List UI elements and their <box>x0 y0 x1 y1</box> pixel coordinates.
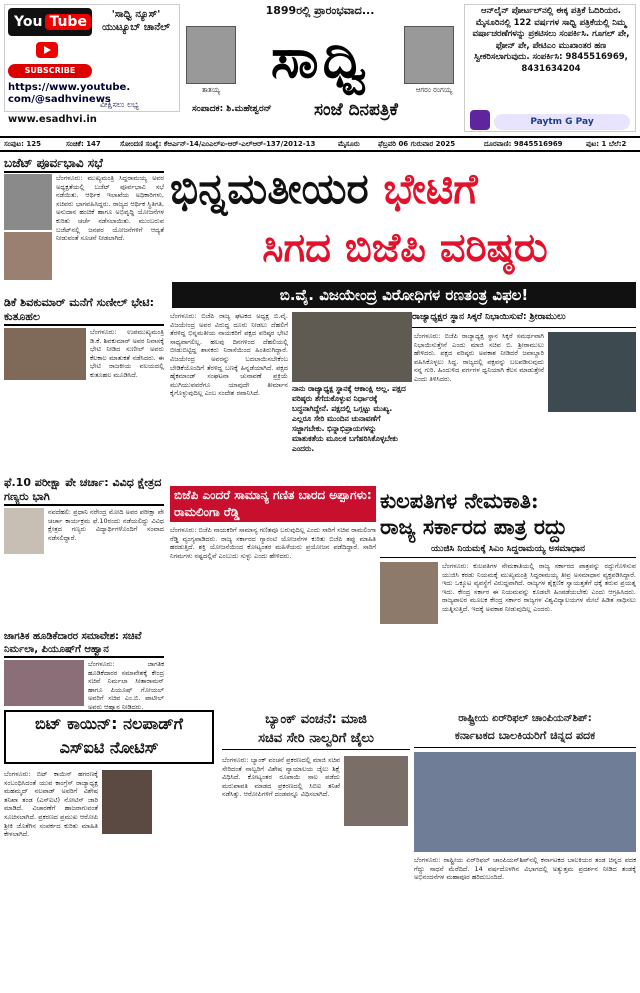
youtube-play-icon <box>36 40 58 60</box>
bitcoin-body: ಬೆಂಗಳೂರು: ಬಿಟ್ ಕಾಯಿನ್ ಹಗರಣಕ್ಕೆ ಸಂಬಂಧಿಸಿದಂತೆ ಯುವ ಕಾಂಗ್ರೆಸ್ ರಾಜ್ಯಾಧ್ಯಕ್ಷ ಮಹಮ್ಮದ್ ನಲಪಾಡ್ ಅವರಿಗೆ ವಿಶೇಷ ತನಿಖಾ ತಂಡ (ಎಸ್ಐಟಿ) ನೋಟಿಸ್ ಜಾರಿ ಮಾಡಿದೆ. ವಿಚಾರಣೆಗೆ ಹಾಜರಾಗುವಂತೆ ಸೂಚಿಸಲಾಗಿದೆ. ಪ್ರಕರಣದ ಪ್ರಮುಖ ಆರೋಪಿ ಶ್ರೀಕಿ ಜೊತೆಗಿನ ಸಂಪರ್ಕದ ಕುರಿತು ಮಾಹಿತಿ ಕೇಳಲಾಗಿದೆ. <box>4 770 98 839</box>
sriramulu-headline: ರಾಜ್ಯಾಧ್ಯಕ್ಷರ ಸ್ಥಾನ ಸಿಕ್ಕರೆ ನಿಭಾಯಿಸುವೆ: ಶ್ರೀರಾಮುಲು <box>412 312 636 328</box>
subscribe-button[interactable]: SUBSCRIBE <box>8 64 92 78</box>
page-price: ಪುಟ: 1 ಬೆಲೆ:2 <box>586 140 627 148</box>
lead-headline-black: ಭಿನ್ನಮತೀಯರ <box>170 164 369 213</box>
bank-fraud-headline-1: ಬ್ಯಾಂಕ್ ವಂಚನೆ: ಮಾಜಿ <box>265 712 367 727</box>
sriramulu-photo <box>548 332 636 412</box>
ramalinga-body: ಬೆಂಗಳೂರು: ಬಿಜೆಪಿ ನಾಯಕರಿಗೆ ಸಾಮಾನ್ಯ ಗಣಿತವೂ ಬರುವುದಿಲ್ಲ ಎಂದು ಸಾರಿಗೆ ಸಚಿವ ರಾಮಲಿಂಗಾ ರೆಡ್ಡಿ ವ್ಯಂಗ್ಯವಾಡಿದರು. ರಾಜ್ಯ ಸರ್ಕಾರದ ಗ್ಯಾರಂಟಿ ಯೋಜನೆಗಳ ಕುರಿತು ಬಿಜೆಪಿ ತಪ್ಪು ಮಾಹಿತಿ ಹರಡುತ್ತಿದೆ. ಶಕ್ತಿ ಯೋಜನೆಯಿಂದ ಕೋಟ್ಯಂತರ ಮಹಿಳೆಯರು ಪ್ರಯೋಜನ ಪಡೆದಿದ್ದಾರೆ. ಸಾರಿಗೆ ನಿಗಮಗಳು ನಷ್ಟದಲ್ಲಿವೆ ಎಂಬುದು ಸುಳ್ಳು ಎಂದು ಹೇಳಿದರು. <box>170 526 376 560</box>
issue-info-bar <box>0 136 640 152</box>
lead-banner: ಬಿ.ವೈ. ವಿಜಯೇಂದ್ರ ವಿರೋಧಿಗಳ ರಣತಂತ್ರ ವಿಫಲ! <box>172 282 636 308</box>
bitcoin-headline-2: ಎಸ್ಐಟಿ ನೋಟಿಸ್ <box>59 738 159 757</box>
lead-headline-line2: ಸಿಗದ ಬಿಜೆಪಿ ವರಿಷ್ಠರು <box>262 224 548 271</box>
registration-number: ಸೋಂದಣಿ ಸಂಖ್ಯೆ: ಕೆಆರ್ಎನ್-14/ಎಂಎಲ್‌ಐ-ಆರ್-ಎಲ್‌ಆರ್-137/2012-13 <box>120 140 316 148</box>
edition-label: ಸಂಜೆ ದಿನಪತ್ರಿಕೆ <box>314 100 398 120</box>
investor-summit-photo <box>4 660 84 706</box>
kulapathi-headline-2: ರಾಜ್ಯ ಸರ್ಕಾರದ ಪಾತ್ರ ರದ್ದು <box>380 514 568 539</box>
left-portrait-caption: ತಾತಯ್ಯ <box>201 86 221 94</box>
investor-summit-body: ಬೆಂಗಳೂರು: ಜಾಗತಿಕ ಹೂಡಿಕೆದಾರರ ಸಮಾವೇಶಕ್ಕೆ ಕೇಂದ್ರ ಸಚಿವೆ ನಿರ್ಮಲಾ ಸೀತಾರಾಮನ್ ಹಾಗೂ ಪಿಯೂಷ್ ಗೋಯಲ್ ಅವರಿಗೆ ಸಚಿವ ಎಂ.ಬಿ. ಪಾಟೀಲ್ ಅವರು ಆಹ್ವಾನ ನೀಡಿದರು. <box>88 660 164 711</box>
cm-siddaramaiah-photo <box>380 562 438 624</box>
airrifle-headline <box>414 710 636 748</box>
bank-fraud-headline-2: ಸಚಿವ ಸೇರಿ ನಾಲ್ವರಿಗೆ ಜೈಲು <box>258 731 374 746</box>
budget-meeting-headline: ಬಜೆಟ್ ಪೂರ್ವಭಾವಿ ಸಭೆ <box>4 156 164 173</box>
issue-date: ಫೆಬ್ರವರಿ 06 ಗುರುವಾರ 2025 <box>378 140 456 148</box>
sriramulu-body: ಬೆಂಗಳೂರು: ಬಿಜೆಪಿ ರಾಜ್ಯಾಧ್ಯಕ್ಷ ಸ್ಥಾನ ಸಿಕ್ಕರೆ ಸಮರ್ಥವಾಗಿ ನಿಭಾಯಿಸುತ್ತೇನೆ ಎಂದು ಮಾಜಿ ಸಚಿವ ಬಿ. ಶ್ರೀರಾಮುಲು ಹೇಳಿದರು. ಪಕ್ಷದ ವರಿಷ್ಠರು ಅವಕಾಶ ನೀಡಿದರೆ ಜವಾಬ್ದಾರಿ ವಹಿಸಿಕೊಳ್ಳಲು ಸಿದ್ಧ. ರಾಜ್ಯದಲ್ಲಿ ಪಕ್ಷವನ್ನು ಬಲಪಡಿಸುವುದು ನನ್ನ ಗುರಿ. ಹಿಂದುಳಿದ ವರ್ಗಗಳ ಧ್ವನಿಯಾಗಿ ಕೆಲಸ ಮಾಡುತ್ತೇನೆ ಎಂದು ತಿಳಿಸಿದರು. <box>414 332 544 383</box>
payment-promo-text: ಆನ್‌ಲೈನ್ ಪೋರ್ಟಲ್‌ನಲ್ಲಿ ಈಕ್ಕ ಪತ್ರಿಕೆ ಓದಿರಿಯರ. ಮೈಸೂರಿನಲ್ಲಿ 122 ವರ್ಷಗಳ ಸಾಧ್ವಿ ಪತ್ರಿಕೆಯಲ್ಲಿ ನಿಮ್ಮ ವರ್ಷಾಚರಣೆಗಳನ್ನು ಪ್ರಕಟಿಸಲು ಸಂಪರ್ಕಿಸಿ. ಗೂಗಲ್ ಪೇ, ಫೋನ್ ಪೇ, ಪೇಟಿಎಂ ಮುಖಾಂತರ ಹಣ ಸ್ವೀಕರಿಸಲಾಗುವುದು. ಸಂಪರ್ಕಿಸಿ: 9845516969, 8431634204 <box>472 6 630 74</box>
founder-portrait-right <box>404 26 454 84</box>
phone-number: ದೂರವಾಣಿ: 9845516969 <box>484 140 563 148</box>
youtube-note: ವೀಕ್ಷಿಸಲು ಲಭ್ಯ <box>100 100 139 109</box>
right-portrait-caption: ಆಗರಂ ರಂಗಯ್ಯ <box>415 86 453 94</box>
city: ಮೈಸೂರು <box>338 140 360 148</box>
airrifle-team-photo <box>414 752 636 852</box>
lead-body: ಬೆಂಗಳೂರು: ಬಿಜೆಪಿ ರಾಜ್ಯ ಘಟಕದ ಅಧ್ಯಕ್ಷ ಬಿ.ವೈ. ವಿಜಯೇಂದ್ರ ಅವರ ವಿರುದ್ಧ ದೂರು ನೀಡಲು ದೆಹಲಿಗೆ ತೆರಳಿದ್ದ ಭಿನ್ನಮತೀಯ ನಾಯಕರಿಗೆ ಪಕ್ಷದ ವರಿಷ್ಠರ ಭೇಟಿ ಸಾಧ್ಯವಾಗಲಿಲ್ಲ. ಹಲವು ದಿನಗಳಿಂದ ದೆಹಲಿಯಲ್ಲಿ ಬೀಡುಬಿಟ್ಟಿದ್ದ ಶಾಸಕರು ನಿರಾಸೆಯಿಂದ ಹಿಂತಿರುಗಿದ್ದಾರೆ. ವಿಜಯೇಂದ್ರ ಅವರನ್ನು ಬದಲಾಯಿಸಬೇಕೆಂಬ ಬೇಡಿಕೆಯೊಂದಿಗೆ ತೆರಳಿದ್ದ ಬಣಕ್ಕೆ ಹಿನ್ನಡೆಯಾಗಿದೆ. ಪಕ್ಷದ ಹೈಕಮಾಂಡ್ ಸಂಘಟನಾ ಚುನಾವಣೆ ಪ್ರಕ್ರಿಯೆ ಮುಗಿಯುವವರೆಗೂ ಯಾವುದೇ ತೀರ್ಮಾನ ಕೈಗೊಳ್ಳುವುದಿಲ್ಲ ಎಂಬ ಸಂದೇಶ ರವಾನಿಸಿದೆ. <box>170 312 288 398</box>
phonepe-icon <box>470 110 490 130</box>
dk-visit-headline: ಡಿಕೆ ಶಿವಕುಮಾರ್ ಮನೆಗೆ ಸುಣೀಲ್ ಭೇಟಿ: ಕುತೂಹಲ <box>4 296 164 326</box>
lead-headline-line1 <box>170 158 640 220</box>
bank-fraud-body: ಬೆಂಗಳೂರು: ಬ್ಯಾಂಕ್ ವಂಚನೆ ಪ್ರಕರಣದಲ್ಲಿ ಮಾಜಿ ಸಚಿವ ಸೇರಿದಂತೆ ನಾಲ್ವರಿಗೆ ವಿಶೇಷ ನ್ಯಾಯಾಲಯ ಜೈಲು ಶಿಕ್ಷೆ ವಿಧಿಸಿದೆ. ಕೋಟ್ಯಂತರ ರೂಪಾಯಿ ಸಾಲ ಪಡೆದು ಮರುಪಾವತಿ ಮಾಡದ ಪ್ರಕರಣದಲ್ಲಿ ಸಿಬಿಐ ತನಿಖೆ ನಡೆಸಿತ್ತು. ಆರೋಪಿಗಳಿಗೆ ದಂಡವನ್ನೂ ವಿಧಿಸಲಾಗಿದೆ. <box>222 756 340 799</box>
website-url[interactable]: www.esadhvi.in <box>8 114 97 125</box>
airrifle-headline-2: ಕರ್ನಾಟಕದ ಬಾಲಕಿಯರಿಗೆ ಚಿನ್ನದ ಪದಕ <box>454 729 596 742</box>
cm-photo <box>4 232 52 280</box>
lead-photo-leader <box>292 312 412 382</box>
founder-portrait-left <box>186 26 236 84</box>
lead-quote: ನಾನು ರಾಜ್ಯಾಧ್ಯಕ್ಷ ಸ್ಥಾನಕ್ಕೆ ಆಕಾಂಕ್ಷಿ ಅಲ್ಲ. ಪಕ್ಷದ ವರಿಷ್ಠರು ತೆಗೆದುಕೊಳ್ಳುವ ನಿರ್ಧಾರಕ್ಕೆ ಬದ್ಧನಾಗಿದ್ದೇನೆ. ಪಕ್ಷದಲ್ಲಿ ಒಗ್ಗಟ್ಟು ಮುಖ್ಯ. ಎಲ್ಲರೂ ಸೇರಿ ಮುಂದಿನ ಚುನಾವಣೆಗೆ ಸಜ್ಜಾಗಬೇಕು. ಭಿನ್ನಾಭಿಪ್ರಾಯಗಳನ್ನು ಮಾತುಕತೆಯ ಮೂಲಕ ಬಗೆಹರಿಸಿಕೊಳ್ಳಬೇಕು ಎಂದರು. <box>292 384 406 453</box>
dk-visit-body: ಬೆಂಗಳೂರು: ಉಪಮುಖ್ಯಮಂತ್ರಿ ಡಿ.ಕೆ. ಶಿವಕುಮಾರ್ ಅವರ ನಿವಾಸಕ್ಕೆ ಭೇಟಿ ನೀಡಿದ ಸುಣೀಲ್ ಅವರು ಕೆಲಕಾಲ ಮಾತುಕತೆ ನಡೆಸಿದರು. ಈ ಭೇಟಿ ರಾಜಕೀಯ ವಲಯದಲ್ಲಿ ಕುತೂಹಲ ಮೂಡಿಸಿದೆ. <box>90 328 164 379</box>
kulapathi-body: ಬೆಂಗಳೂರು: ಕುಲಪತಿಗಳ ನೇಮಕಾತಿಯಲ್ಲಿ ರಾಜ್ಯ ಸರ್ಕಾರದ ಪಾತ್ರವನ್ನು ರದ್ದುಗೊಳಿಸುವ ಯುಜಿಸಿ ಕರಡು ನಿಯಮಕ್ಕೆ ಮುಖ್ಯಮಂತ್ರಿ ಸಿದ್ದರಾಮಯ್ಯ ತೀವ್ರ ಅಸಮಾಧಾನ ವ್ಯಕ್ತಪಡಿಸಿದ್ದಾರೆ. ಇದು ಒಕ್ಕೂಟ ವ್ಯವಸ್ಥೆಗೆ ವಿರುದ್ಧವಾಗಿದೆ. ರಾಜ್ಯಗಳ ಶೈಕ್ಷಣಿಕ ಸ್ವಾಯತ್ತತೆಗೆ ಧಕ್ಕೆ ತರುವ ಪ್ರಯತ್ನ ಇದು. ಕೇಂದ್ರ ಸರ್ಕಾರ ಈ ನಿಯಮವನ್ನು ಕೂಡಲೇ ಹಿಂಪಡೆಯಬೇಕು ಎಂದು ಆಗ್ರಹಿಸಿದರು. ರಾಜ್ಯಪಾಲರ ಮೂಲಕ ಕೇಂದ್ರ ಸರ್ಕಾರ ರಾಜ್ಯಗಳ ವಿಶ್ವವಿದ್ಯಾಲಯಗಳ ಮೇಲೆ ಹಿಡಿತ ಸಾಧಿಸಲು ಯತ್ನಿಸುತ್ತಿದೆ. ಇದಕ್ಕೆ ಅವಕಾಶ ನೀಡುವುದಿಲ್ಲ ಎಂದರು. <box>442 562 636 613</box>
volume-number: ಸಂಪುಟ: 125 <box>4 140 41 148</box>
investor-summit-headline: ಜಾಗತಿಕ ಹೂಡಿಕೆದಾರರ ಸಮಾವೇಶ: ಸಚಿವೆ ನಿರ್ಮಲಾ, ಪಿಯೂಷ್‌ಗೆ ಆಹ್ವಾನ <box>4 630 164 658</box>
lead-headline-red: ಭೇಟಿಗೆ <box>383 164 478 213</box>
bitcoin-headline-1: ಬಿಟ್ ಕಾಯಿನ್: ನಲಪಾಡ್‌ಗೆ <box>35 714 183 733</box>
bitcoin-headline <box>4 710 214 764</box>
newspaper-logo: ಸಾಧ್ವಿ <box>270 26 372 90</box>
former-minister-photo <box>344 756 408 826</box>
issue-number: ಸಂಚಿಕೆ: 147 <box>66 140 101 148</box>
dk-visit-photo <box>4 328 86 380</box>
kulapathi-headline-1: ಕುಲಪತಿಗಳ ನೇಮಕಾತಿ: <box>380 488 539 513</box>
budget-meeting-photo <box>4 174 52 230</box>
pm-photo <box>4 508 44 554</box>
airrifle-body: ಬೆಂಗಳೂರು: ರಾಷ್ಟ್ರೀಯ ಏರ್‌ರಿಫಲ್ ಚಾಂಪಿಯನ್‌ಶಿಪ್‌ನಲ್ಲಿ ಕರ್ನಾಟಕದ ಬಾಲಕಿಯರ ತಂಡ ಚಿನ್ನದ ಪದಕ ಗೆದ್ದು ಸಾಧನೆ ಮೆರೆದಿದೆ. 14 ವರ್ಷದೊಳಗಿನ ವಿಭಾಗದಲ್ಲಿ ಅತ್ಯುತ್ತಮ ಪ್ರದರ್ಶನ ನೀಡಿದ ತಂಡಕ್ಕೆ ಅಭಿನಂದನೆಗಳ ಮಹಾಪೂರ ಹರಿದುಬಂದಿದೆ. <box>414 856 636 882</box>
payment-methods-bar: Paytm G Pay <box>494 114 630 130</box>
airrifle-headline-1: ರಾಷ್ಟ್ರೀಯ ಏರ್‌ರಿಫಲ್ ಚಾಂಪಿಯನ್‌ಶಿಪ್: <box>458 713 592 724</box>
bank-fraud-headline <box>222 710 410 750</box>
youtube-url[interactable]: https://www.youtube. com/@sadhvinews <box>8 82 131 105</box>
nalapad-photo <box>102 770 152 834</box>
budget-meeting-body: ಬೆಂಗಳೂರು: ಮುಖ್ಯಮಂತ್ರಿ ಸಿದ್ದರಾಮಯ್ಯ ಅವರ ಅಧ್ಯಕ್ಷತೆಯಲ್ಲಿ ಬಜೆಟ್ ಪೂರ್ವಭಾವಿ ಸಭೆ ನಡೆಯಿತು. ಆರ್ಥಿಕ ಇಲಾಖೆಯ ಅಧಿಕಾರಿಗಳು, ಸಚಿವರು ಭಾಗವಹಿಸಿದ್ದರು. ರಾಜ್ಯದ ಆರ್ಥಿಕ ಸ್ಥಿತಿಗತಿ, ಅನುದಾನ ಹಂಚಿಕೆ ಹಾಗೂ ಅಭಿವೃದ್ಧಿ ಯೋಜನೆಗಳ ಕುರಿತು ಚರ್ಚೆ ನಡೆಸಲಾಯಿತು. ಮುಂಬರುವ ಬಜೆಟ್‌ನಲ್ಲಿ ಜನಪರ ಯೋಜನೆಗಳಿಗೆ ಆದ್ಯತೆ ನೀಡುವಂತೆ ಸೂಚನೆ ನೀಡಲಾಗಿದೆ. <box>56 174 164 243</box>
editor-name: ಸಂಪಾದಕ: ಶಿ.ಮಹೇಶ್ವರನ್ <box>192 104 272 114</box>
youtube-logo[interactable]: You Tube <box>8 8 92 36</box>
ramalinga-headline: ಬಿಜೆಪಿ ಎಂದರೆ ಸಾಮಾನ್ಯ ಗಣಿತ ಬಾರದ ಅಪ್ಪಾಗಳು: ರಾಮಲಿಂಗಾ ರೆಡ್ಡಿ <box>170 486 376 522</box>
founded-tagline: 1899ರಲ್ಲಿ ಪ್ರಾರಂಭವಾದ... <box>265 4 375 17</box>
pariksha-headline: ಫೆ.10 ಪರೀಕ್ಷಾ ಪೇ ಚರ್ಚಾ: ವಿವಿಧ ಕ್ಷೇತ್ರದ ಗಣ್ಯರು ಭಾಗಿ <box>4 476 164 506</box>
pariksha-body: ನವದೆಹಲಿ: ಪ್ರಧಾನಿ ನರೇಂದ್ರ ಮೋದಿ ಅವರ ಪರೀಕ್ಷಾ ಪೇ ಚರ್ಚಾ ಕಾರ್ಯಕ್ರಮ ಫೆ.10ರಂದು ನಡೆಯಲಿದ್ದು ವಿವಿಧ ಕ್ಷೇತ್ರದ ಗಣ್ಯರು ವಿದ್ಯಾರ್ಥಿಗಳೊಂದಿಗೆ ಸಂವಾದ ನಡೆಸಲಿದ್ದಾರೆ. <box>48 508 164 542</box>
kulapathi-subhead: ಯುಜಿಸಿ ನಿಯಮಕ್ಕೆ ಸಿಎಂ ಸಿದ್ದರಾಮಯ್ಯ ಅಸಮಾಧಾನ <box>380 544 636 558</box>
youtube-channel-label: 'ಸಾಧ್ವಿ ನ್ಯೂಸ್' ಯುಟ್ಯೂಬ್ ಚಾನೆಲ್ <box>102 9 170 33</box>
